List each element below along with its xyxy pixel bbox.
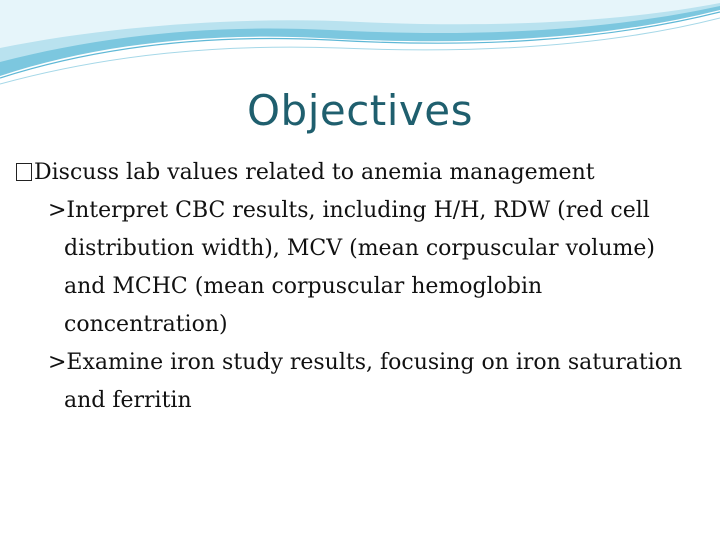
bullet-text: Discuss lab values related to anemia management: [34, 160, 595, 185]
slide-body: [16, 154, 696, 420]
missing-glyph-box-icon: [16, 163, 32, 181]
decorative-header-wave: [0, 0, 720, 90]
slide-title: Objectives: [246, 86, 474, 135]
sub-item-cbc: >Interpret CBC results, including H/H, RDW (red cell distribution width), MCV (mean corpuscular volume) and MCHC (mean corpuscular hemoglobin concentration): [48, 198, 655, 337]
bullet-item: [16, 154, 696, 192]
sub-item-iron-study: >Examine iron study results, focusing on iron saturation and ferritin: [48, 350, 683, 413]
